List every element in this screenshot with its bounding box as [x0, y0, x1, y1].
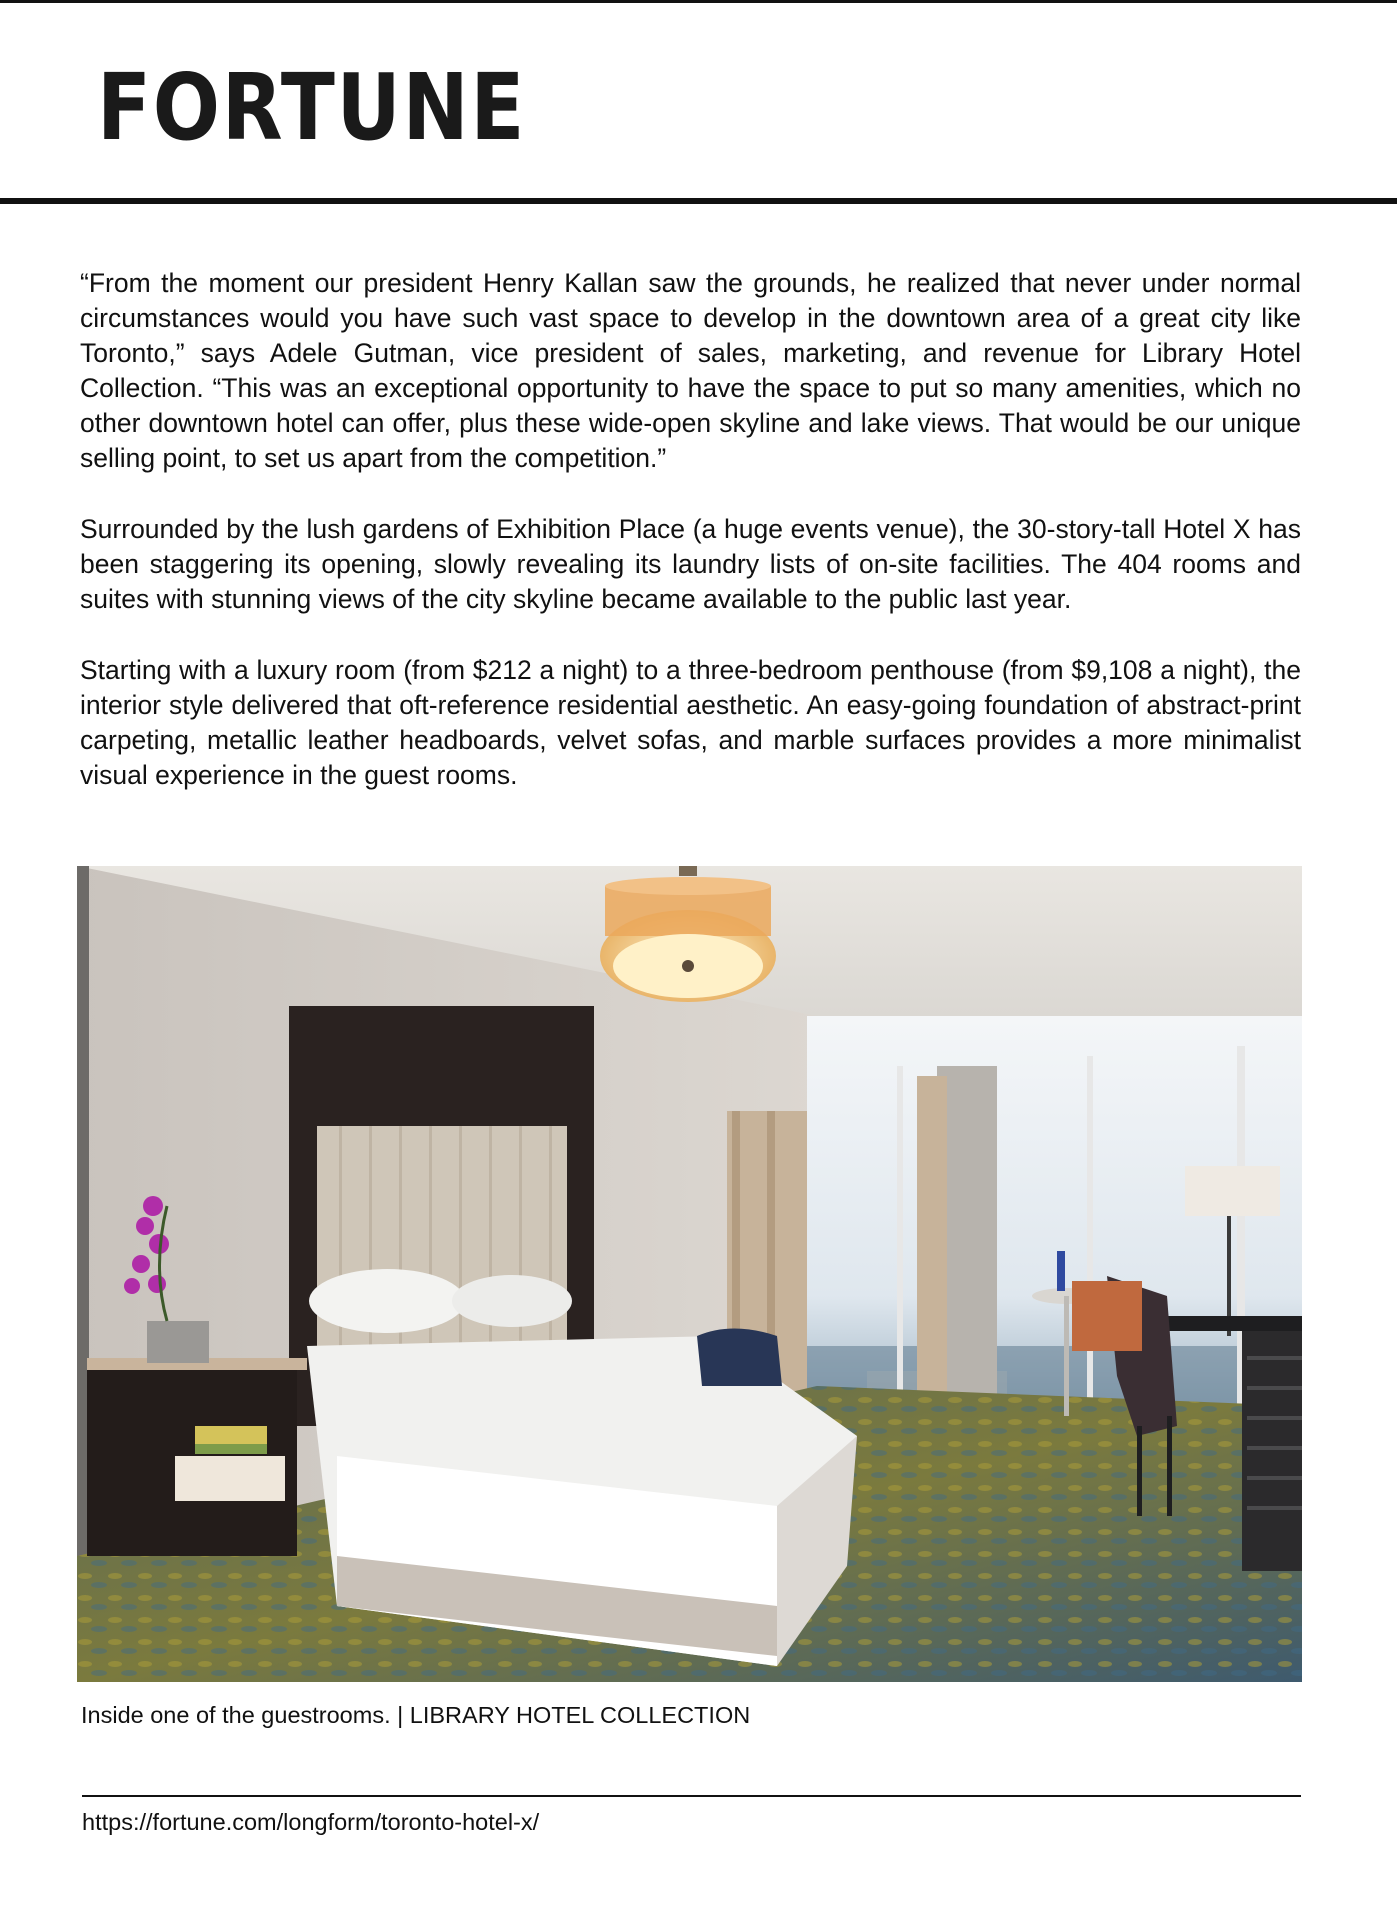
footer-divider	[82, 1795, 1301, 1797]
guestroom-photo	[77, 866, 1302, 1682]
article-paragraph: “From the moment our president Henry Kallan saw the grounds, he realized that never under normal circumstances would you have such vast space to develop in the downtown area of a great city like Toronto,” says Adele Gutman, vice president of sales, marketing, and revenue for Library Hotel Collection. “This was an exceptional opportunity to have the space to put so many amenities, which no other downtown hotel can offer, plus these wide-open skyline and lake views. That would be our unique selling point, to set us apart from the competition.”	[80, 268, 1301, 473]
article-paragraph: Surrounded by the lush gardens of Exhibition Place (a huge events venue), the 30-story-tall Hotel X has been staggering its opening, slowly revealing its laundry lists of on-site facilities. The 404 rooms and suites with stunning views of the city skyline became available to the public last year.	[80, 514, 1301, 614]
header-divider	[0, 198, 1397, 204]
article-paragraph: Starting with a luxury room (from $212 a night) to a three-bedroom penthouse (from $9,108 a night), the interior style delivered that oft-reference residential aesthetic. An easy-going foundation of abstract-print carpeting, metallic leather headboards, velvet sofas, and marble surfaces provides a more minimalist visual experience in the guest rooms.	[80, 655, 1301, 790]
top-rule	[0, 0, 1397, 3]
article-body	[80, 266, 1301, 829]
publication-logo: FORTUNE	[97, 54, 527, 161]
source-url: https://fortune.com/longform/toronto-hotel-x/	[82, 1809, 540, 1835]
photo-caption: Inside one of the guestrooms. | LIBRARY HOTEL COLLECTION	[81, 1702, 751, 1728]
